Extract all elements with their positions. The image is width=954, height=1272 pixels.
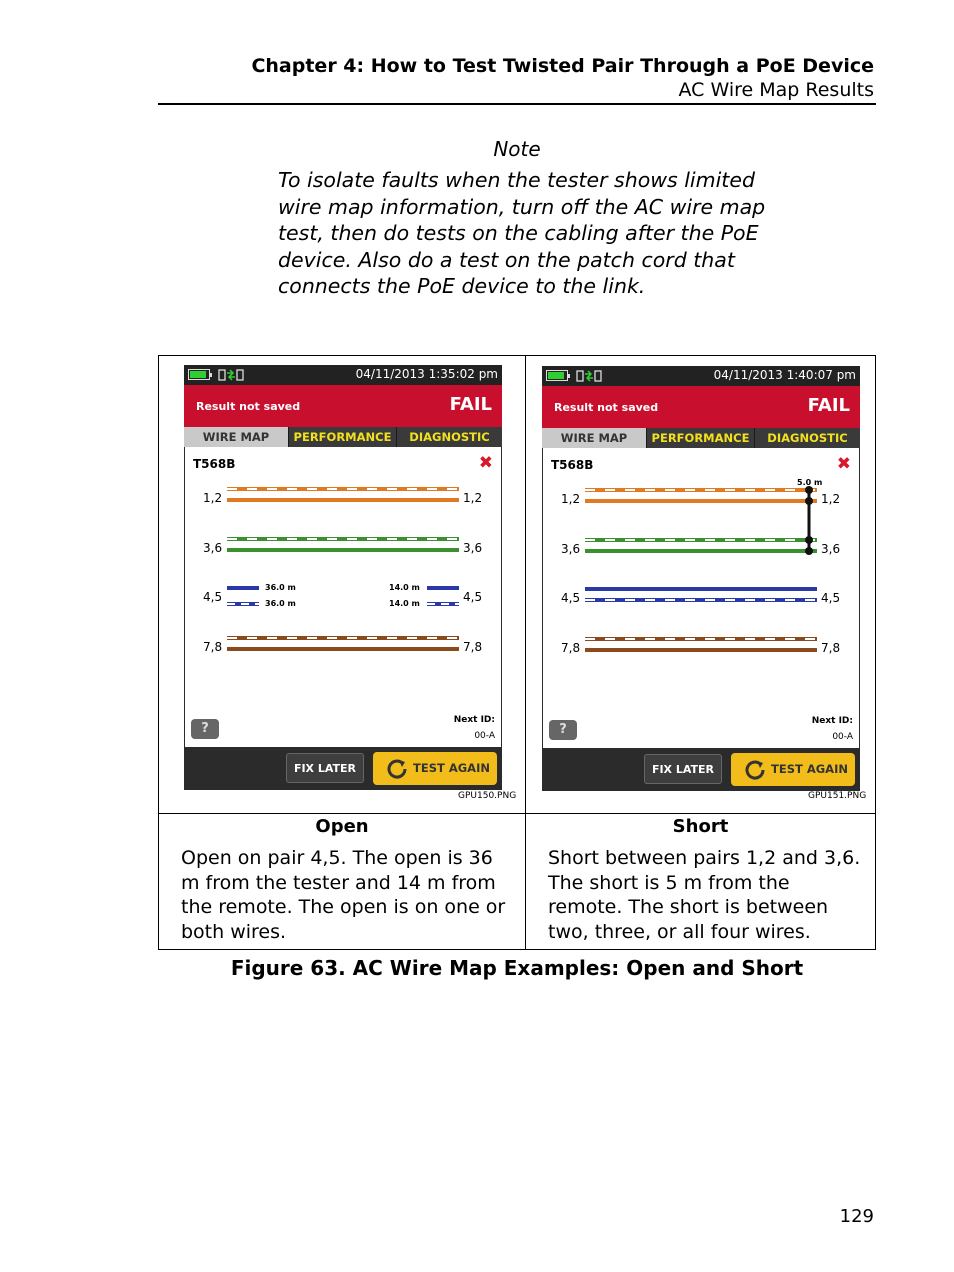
note-body: To isolate faults when the tester shows limited wire map information, turn off the AC wire map test, then do tests on the cabling after the PoE device. Also do a test on the patch cord that connects the PoE device to the link. (278, 168, 766, 298)
page-number: 129 (839, 1206, 874, 1227)
section-title: AC Wire Map Results (678, 79, 874, 101)
test-again-button[interactable] (373, 752, 497, 785)
wire-map-panel (185, 447, 501, 747)
battery-icon (188, 369, 210, 380)
pair-1-2-wires (227, 487, 459, 502)
image-source-label: GPU150.PNG (458, 791, 517, 801)
tab-bar (542, 428, 860, 448)
fix-later-button[interactable]: FIX LATER (286, 753, 364, 783)
pair-label-left: 4,5 (203, 590, 223, 604)
pair-label-left: 7,8 (561, 641, 581, 655)
test-again-label: TEST AGAIN (413, 761, 490, 775)
next-id-value: 00-A (474, 731, 495, 741)
pair-label-right: 4,5 (821, 591, 841, 605)
next-id-label: Next ID: (453, 715, 495, 725)
pair-label-right: 1,2 (821, 492, 841, 506)
short-distance-label: 5.0 m (797, 478, 823, 487)
fix-later-button[interactable]: FIX LATER (644, 754, 722, 784)
pair-label-left: 1,2 (561, 492, 581, 506)
pair-label-left: 3,6 (203, 541, 223, 555)
fail-x-icon: ✖ (836, 454, 851, 474)
help-button[interactable]: ? (191, 719, 219, 739)
bottom-bar (184, 747, 502, 790)
pair-label-right: 3,6 (821, 542, 841, 556)
result-banner (184, 385, 502, 427)
bottom-bar (542, 748, 860, 791)
figure-table (158, 355, 876, 950)
open-distance-remote: 14.0 m (389, 583, 420, 592)
table-divider-horizontal (159, 813, 875, 814)
status-bar (542, 366, 860, 386)
status-bar (184, 365, 502, 385)
refresh-icon (385, 758, 409, 780)
running-header (251, 54, 874, 102)
result-banner (542, 386, 860, 428)
test-again-label: TEST AGAIN (771, 762, 848, 776)
standard-label: T568B (551, 458, 594, 472)
screenshot-open (184, 365, 502, 790)
screenshot-short (542, 366, 860, 791)
pair-label-left: 1,2 (203, 491, 223, 505)
tab-diagnostic[interactable]: DIAGNOSTIC (755, 428, 860, 448)
pair-3-6-wires (227, 537, 459, 552)
pair-label-right: 3,6 (463, 541, 483, 555)
figure-caption: Figure 63. AC Wire Map Examples: Open and Short (230, 956, 804, 980)
image-source-label: GPU151.PNG (808, 791, 867, 801)
pair-7-8-wires (227, 636, 459, 651)
table-divider-vertical (525, 356, 526, 950)
wire-diagram (185, 477, 501, 707)
pair-label-right: 1,2 (463, 491, 483, 505)
wire-diagram (543, 478, 859, 708)
datetime: 04/11/2013 1:40:07 pm (713, 368, 856, 382)
pair-1-2-wires (585, 488, 817, 503)
save-status: Result not saved (554, 401, 659, 414)
cell-text-short: Short between pairs 1,2 and 3,6. The short is 5 m from the remote. The short is between two, three, or all four wires. (548, 847, 861, 943)
tab-bar (184, 427, 502, 447)
test-again-button[interactable] (731, 753, 855, 786)
pair-label-right: 7,8 (463, 640, 483, 654)
open-distance-tester: 36.0 m (265, 599, 296, 608)
open-distance-tester: 36.0 m (265, 583, 296, 592)
pair-label-right: 7,8 (821, 641, 841, 655)
short-marker (805, 486, 813, 555)
connection-icon (576, 369, 602, 383)
pair-3-6-wires (585, 538, 817, 553)
note-title: Note (493, 137, 541, 161)
tab-wire-map[interactable]: WIRE MAP (184, 427, 288, 447)
chapter-title: Chapter 4: How to Test Twisted Pair Through a PoE Device (251, 55, 874, 77)
tab-performance[interactable]: PERFORMANCE (647, 428, 754, 448)
standard-label: T568B (193, 457, 236, 471)
pair-label-left: 3,6 (561, 542, 581, 556)
pair-label-right: 4,5 (463, 590, 483, 604)
open-distance-remote: 14.0 m (389, 599, 420, 608)
datetime: 04/11/2013 1:35:02 pm (355, 367, 498, 381)
cell-title-short: Short (672, 816, 729, 837)
fail-label: FAIL (449, 394, 492, 415)
wire-map-panel (543, 448, 859, 748)
tab-diagnostic[interactable]: DIAGNOSTIC (397, 427, 502, 447)
pair-label-left: 7,8 (203, 640, 223, 654)
next-id-label: Next ID: (811, 716, 853, 726)
cell-text-open: Open on pair 4,5. The open is 36 m from the tester and 14 m from the remote. The open is on one or both wires. (181, 847, 506, 943)
fail-x-icon: ✖ (478, 453, 493, 473)
refresh-icon (743, 759, 767, 781)
next-id-value: 00-A (832, 732, 853, 742)
pair-7-8-wires (585, 637, 817, 652)
tab-performance[interactable]: PERFORMANCE (289, 427, 396, 447)
pair-4-5-wires (585, 587, 817, 602)
cell-title-open: Open (315, 816, 369, 837)
help-button[interactable]: ? (549, 720, 577, 740)
fail-label: FAIL (807, 395, 850, 416)
battery-icon (546, 370, 568, 381)
tab-wire-map[interactable]: WIRE MAP (542, 428, 646, 448)
connection-icon (218, 368, 244, 382)
pair-4-5-wires-open (227, 586, 459, 606)
header-rule (158, 103, 876, 105)
pair-label-left: 4,5 (561, 591, 581, 605)
save-status: Result not saved (196, 400, 301, 413)
